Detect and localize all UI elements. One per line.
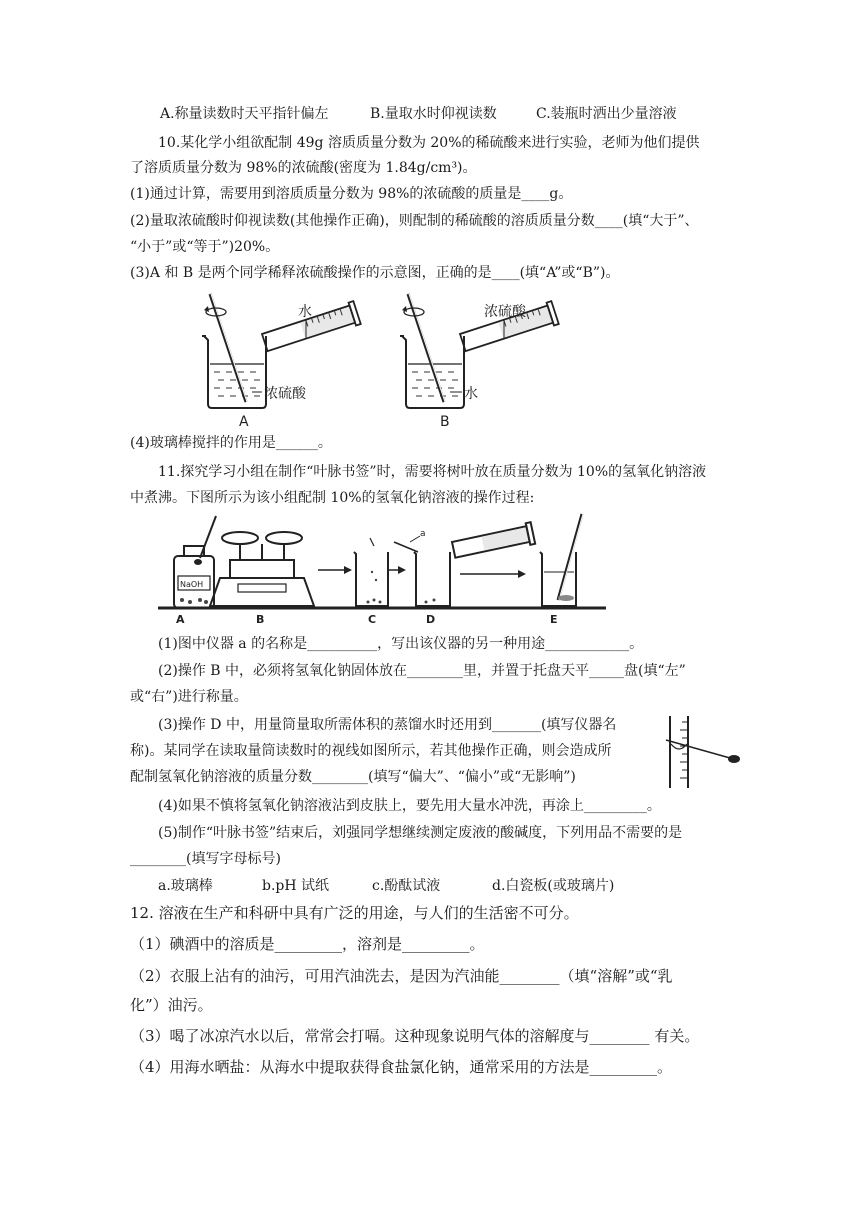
q11-part3-line3: 配制氢氧化钠溶液的质量分数________(填写“偏大”、“偏小”或“无影响”) (130, 769, 576, 785)
q12-part2-line1: （2）衣服上沾有的油污，可用汽油洗去，是因为汽油能________（填“溶解”或“乳 (130, 967, 673, 985)
q9-options (160, 104, 677, 124)
q11-label-a: a (420, 529, 426, 539)
q11-part2-line2: 或“右”)进行称量。 (130, 689, 248, 705)
q11-part5-line2: ________(填写字母标号) (130, 851, 281, 867)
q10-part3: (3)A 和 B 是两个同学稀释浓硫酸操作的示意图，正确的是____(填“A”或“B”)。 (130, 265, 620, 281)
q11-part2-line1: (2)操作 B 中，必须将氢氧化钠固体放在________里，并置于托盘天平_____盘(填“左” (158, 663, 686, 679)
q10-stem-line2: 了溶质质量分数为 98%的浓硫酸(密度为 1.84g/cm³)。 (130, 160, 477, 176)
q11-part1: (1)图中仪器 a 的名称是__________，写出该仪器的另一种用途____________。 (158, 636, 644, 652)
q11-bottle-label: NaOH (180, 580, 204, 589)
q11-option-b: b.pH 试纸 (262, 878, 330, 894)
q10-part2-line1: (2)量取浓硫酸时仰视读数(其他操作正确)，则配制的稀硫酸的溶质质量分数____(填“大于”、 (130, 213, 699, 229)
q10-fig-a-caption: A (239, 414, 249, 428)
q12-part4: （4）用海水晒盐：从海水中提取获得食盐氯化钠，通常采用的方法是_________。 (130, 1058, 673, 1076)
q10-fig-a-side-label: 浓硫酸 (264, 386, 306, 402)
q11-caption-b: B (256, 613, 265, 624)
q10-fig-a-top-label: 水 (298, 304, 312, 320)
q10-stem-line1: 10.某化学小组欲配制 49g 溶质质量分数为 20%的稀硫酸来进行实验，老师为他们提供 (158, 135, 700, 151)
q10-figure-a (194, 288, 364, 428)
q10-fig-b-top-label: 浓硫酸 (484, 304, 526, 320)
q12-part2-line2: 化”）油污。 (130, 996, 213, 1014)
q10-part1: (1)通过计算，需要用到溶质质量分数为 98%的浓硫酸的质量是____g。 (130, 186, 573, 202)
q9-option-c: C.装瓶时洒出少量溶液 (536, 106, 677, 122)
q11-option-d: d.白瓷板(或玻璃片) (492, 878, 615, 894)
q12-part3: （3）喝了冰凉汽水以后，常常会打嗝。这种现象说明气体的溶解度与________ 有关。 (130, 1027, 700, 1045)
q11-part3-line2: 称)。某同学在读取量筒读数时的视线如图所示，若其他操作正确，则会造成所 (130, 743, 612, 759)
q11-cylinder-reading-figure (662, 714, 744, 790)
q11-option-c: c.酚酞试液 (372, 878, 441, 894)
q10-figure-b (392, 288, 567, 428)
q11-stem-line2: 中煮沸。下图所示为该小组配制 10%的氢氧化钠溶液的操作过程: (130, 490, 535, 506)
q11-caption-c: C (368, 613, 377, 624)
q11-caption-d: D (426, 613, 436, 624)
q12-part1: （1）碘酒中的溶质是_________，溶剂是_________。 (130, 935, 485, 953)
q11-option-a: a.玻璃棒 (158, 878, 213, 894)
q11-options (158, 876, 614, 896)
q12-stem: 12. 溶液在生产和科研中具有广泛的用途，与人们的生活密不可分。 (130, 904, 579, 922)
q11-stem-line1: 11.探究学习小组在制作“叶脉书签”时，需要将树叶放在质量分数为 10%的氢氧化钠溶液 (158, 464, 707, 480)
q11-part3-line1: (3)操作 D 中，用量筒量取所需体积的蒸馏水时还用到_______(填写仪器名 (158, 717, 617, 733)
q11-caption-a: A (176, 613, 185, 624)
q9-option-b: B.量取水时仰视读数 (370, 106, 497, 122)
q10-part2-line2: “小于”或“等于”)20%。 (130, 239, 280, 255)
q11-part5-line1: (5)制作“叶脉书签”结束后，刘强同学想继续测定废液的酸碱度，下列用品不需要的是 (158, 825, 683, 841)
q10-fig-b-side-label: 水 (464, 386, 478, 402)
q11-part4: (4)如果不慎将氢氧化钠溶液沾到皮肤上，要先用大量水冲洗，再涂上_________。 (158, 798, 661, 814)
q10-part4: (4)玻璃棒搅拌的作用是______。 (130, 435, 332, 451)
q9-option-a: A.称量读数时天平指针偏左 (160, 106, 329, 122)
q11-caption-e: E (550, 613, 558, 624)
q10-fig-b-caption: B (440, 414, 450, 428)
q11-figure (158, 512, 606, 624)
